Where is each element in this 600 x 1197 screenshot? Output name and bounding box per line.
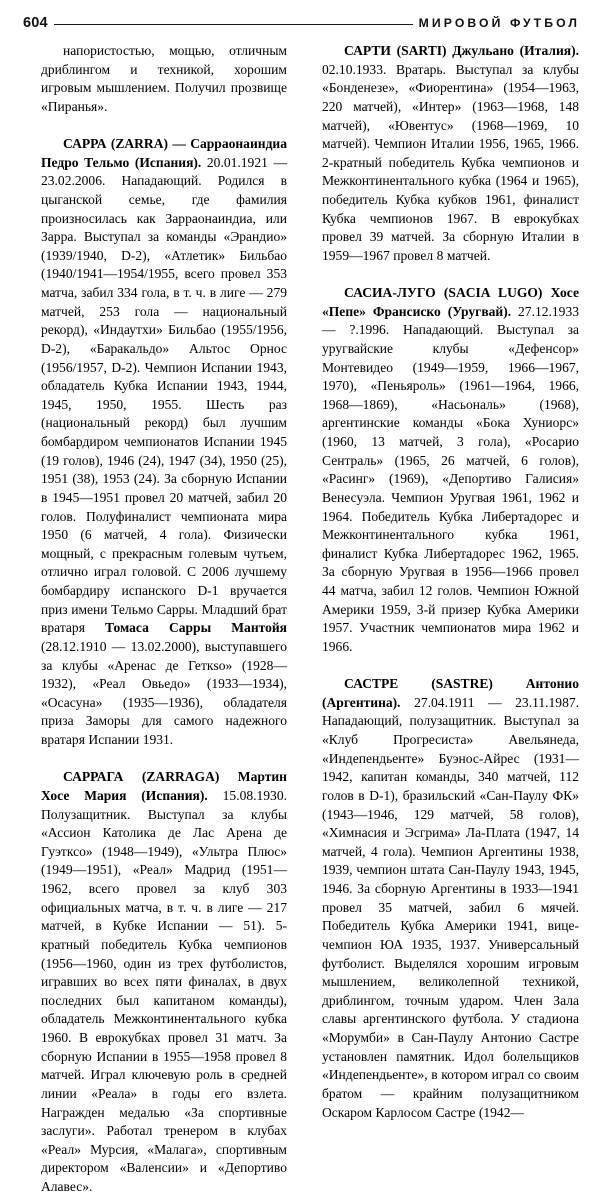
running-head <box>0 13 600 33</box>
entry-headword: САСИА-ЛУГО (SACIA LUGO) Хосе «Пепе» Франсиско (Уругвай). <box>322 285 579 319</box>
entry-sastre <box>322 675 579 1122</box>
paragraph-text: напористостью, мощью, отличным дриблингом и техникой, хорошим игровым мышлением. Получил прозвище «Пиранья». <box>41 43 287 114</box>
header-rule <box>54 24 413 25</box>
entry-headword: САРТИ (SARTI) Джульано (Италия). <box>344 43 579 58</box>
entry-sarti <box>322 42 579 266</box>
entry-headword: САРРА (ZARRA) — Сарраонаиндиа Педро Тельмо (Испания). <box>41 136 287 170</box>
entry-zarra <box>41 135 287 750</box>
entry-body: 27.04.1911 — 23.11.1987. Нападающий, полузащитник. Выступал за «Клуб Прогресиста» Авельянеда, «Индепендьенте» Буэнос-Айрес (1931—1942, капитан команды, 340 матчей, 112 голов в D-1), бразильский «Сан-Паулу ФК» (1943—1946, 129 матчей, 58 голов), «Химнасия и Эсгрима» Ла-Плата (1947, 14 матчей, 4 гола). Чемпион Аргентины 1938, 1939, чемпион штата Сан-Паулу 1943, 1945, 1946. За сборную Аргентины в 1933—1941 провел 35 матчей, забил 6 мячей. Победитель Кубка Америки 1941, вице-чемпион ЮА 1935, 1937. Универсальный футболист. Выделялся хорошим игровым мышлением, великолепной техникой, дриблингом, точным ударом. Член Зала славы аргентинского футбола. У стадиона «Морумби» в Сан-Паулу Антонио Састре установлен памятник. Идол болельщиков «Индепендьенте», в котором играл со своим братом — крайним полузащитником Оскаром Карлосом Састре (1942— <box>322 694 579 1120</box>
entry-zarraga <box>41 768 287 1196</box>
entry-headword: САРРАГА (ZARRAGA) Мартин Хосе Мария (Испания). <box>41 769 287 803</box>
entry-body: 02.10.1933. Вратарь. Выступал за клубы «Бонденезе», «Фиорентина» (1954—1963, 220 матчей), «Интер» (1963—1968, 148 матчей), «Ювентус» (1968—1969, 10 матчей). Чемпион Италии 1956, 1965, 1966. 2-кратный победитель Кубка чемпионов и Межконтинентального кубка (1964 и 1965), победитель Кубка кубков 1961, финалист Кубка чемпионов 1967. В еврокубках провел 39 матчей. За сборную Италии в 1959—1967 провел 8 матчей. <box>322 61 579 263</box>
entry-body: 20.01.1921 — 23.02.2006. Нападающий. Родился в цыганской семье, где фамилия произносилась как Зарраонаиндиа, или Зарра. Выступал за команды «Эрандио» (1939/1940, D-2), «Атлетик» Бильбао (1940/1941—1954/1955, всего провел 353 матча, забил 334 гола, в т. ч. в лиге — 279 матчей, 253 гола — национальный рекорд), «Индаутхи» Бильбао (1955/1956, D-2), «Баракальдо» Альтос Орнос (1956/1957, D-2). Чемпион Испании 1943, обладатель Кубка Испании 1943, 1944, 1945, 1950, 1955. Шесть раз (национальный рекорд) был лучшим бомбардиром чемпионатов Испании 1945 (19 голов), 1946 (24), 1947 (34), 1950 (25), 1951 (38), 1953 (24). За сборную Испании в 1945—1951 провел 20 матчей, забил 20 голов. Полуфиналист чемпионата мира 1950 (6 матчей, 4 гола). Физически мощный, с прекрасным голевым чутьем, отлично играл головой. С 2006 лучшему бомбардиру испанского D-1 вручается приз имени Тельмо Сарры. Младший брат вратаря <box>41 154 287 636</box>
entry-body-tail: (28.12.1910 — 13.02.2000), выступавшего за клубы «Аренас де Геткso» (1928—1932), «Реал Овьедо» (1933—1934), «Осасуна» (1935—1936), обладателя приза Заморы для самого надежного вратаря Испании 1931. <box>41 638 287 748</box>
column-right <box>322 42 579 1120</box>
column-left <box>41 42 288 1195</box>
entry-body: 27.12.1933 — ?.1996. Нападающий. Выступал за уругвайские клубы «Дефенсор» Монтевидео (1949—1959, 1966—1967, 1970), «Пеньяроль» (1961—1964, 1966, 1968—1869), «Насьональ» (1968), аргентинские команды «Бока Хуниорс» (1960, 13 матчей, 3 гола), «Росарио Сентраль» (1965, 26 матчей, 6 голов), «Расинг» (1969), «Депортиво Галисия» Венесуэла. Чемпион Уругвая 1961, 1962 и 1964. Победитель Кубка Либертадорес и Межконтинентального кубка 1961, финалист Кубка Либертадорес 1962, 1965. За сборную Уругвая в 1956—1966 провел 44 матча, забил 12 голов. Чемпион Южной Америки 1959, 3-й призер Кубка Америки 1957. Участник чемпионатов мира 1962 и 1966. <box>322 303 579 654</box>
entry-headword: САСТРЕ (SASTRE) Антонио (Аргентина). <box>322 676 579 710</box>
two-column-body <box>0 42 600 1195</box>
page-number: 604 <box>23 14 48 31</box>
entry-sacia-lugo <box>322 284 579 657</box>
paragraph-continued-pirana <box>41 42 287 117</box>
section-title: МИРОВОЙ ФУТБОЛ <box>418 15 580 30</box>
entry-inline-bold-name: Томаса Сарры Мантойя <box>105 620 288 636</box>
entry-body: 15.08.1930. Полузащитник. Выступал за клубы «Ассион Католика де Лас Арена де Гуэтксо» (1948—1949), «Ультра Плюс» (1949—1951), «Реал» Мадрид (1951—1962, всего провел за клуб 303 официальных матча, в т. ч. в лиге — 217 матчей, в Кубке Испании — 51). 5-кратный победитель Кубка чемпионов (1956—1960, один из трех футболистов, игравших во всех пяти финалах, в двух последних был капитаном команды), обладатель Межконтинентального кубка 1960. В еврокубках провел 31 матч. За сборную Испании в 1955—1958 провел 8 матчей. Играл ключевую роль в средней линии «Реала» в годы его взлета. Награжден медалью «За спортивные заслуги». Работал тренером в клубах «Реал» Мурсия, «Малага», спортивным директором «Валенсии» и «Депортиво Алавес». <box>41 787 287 1195</box>
